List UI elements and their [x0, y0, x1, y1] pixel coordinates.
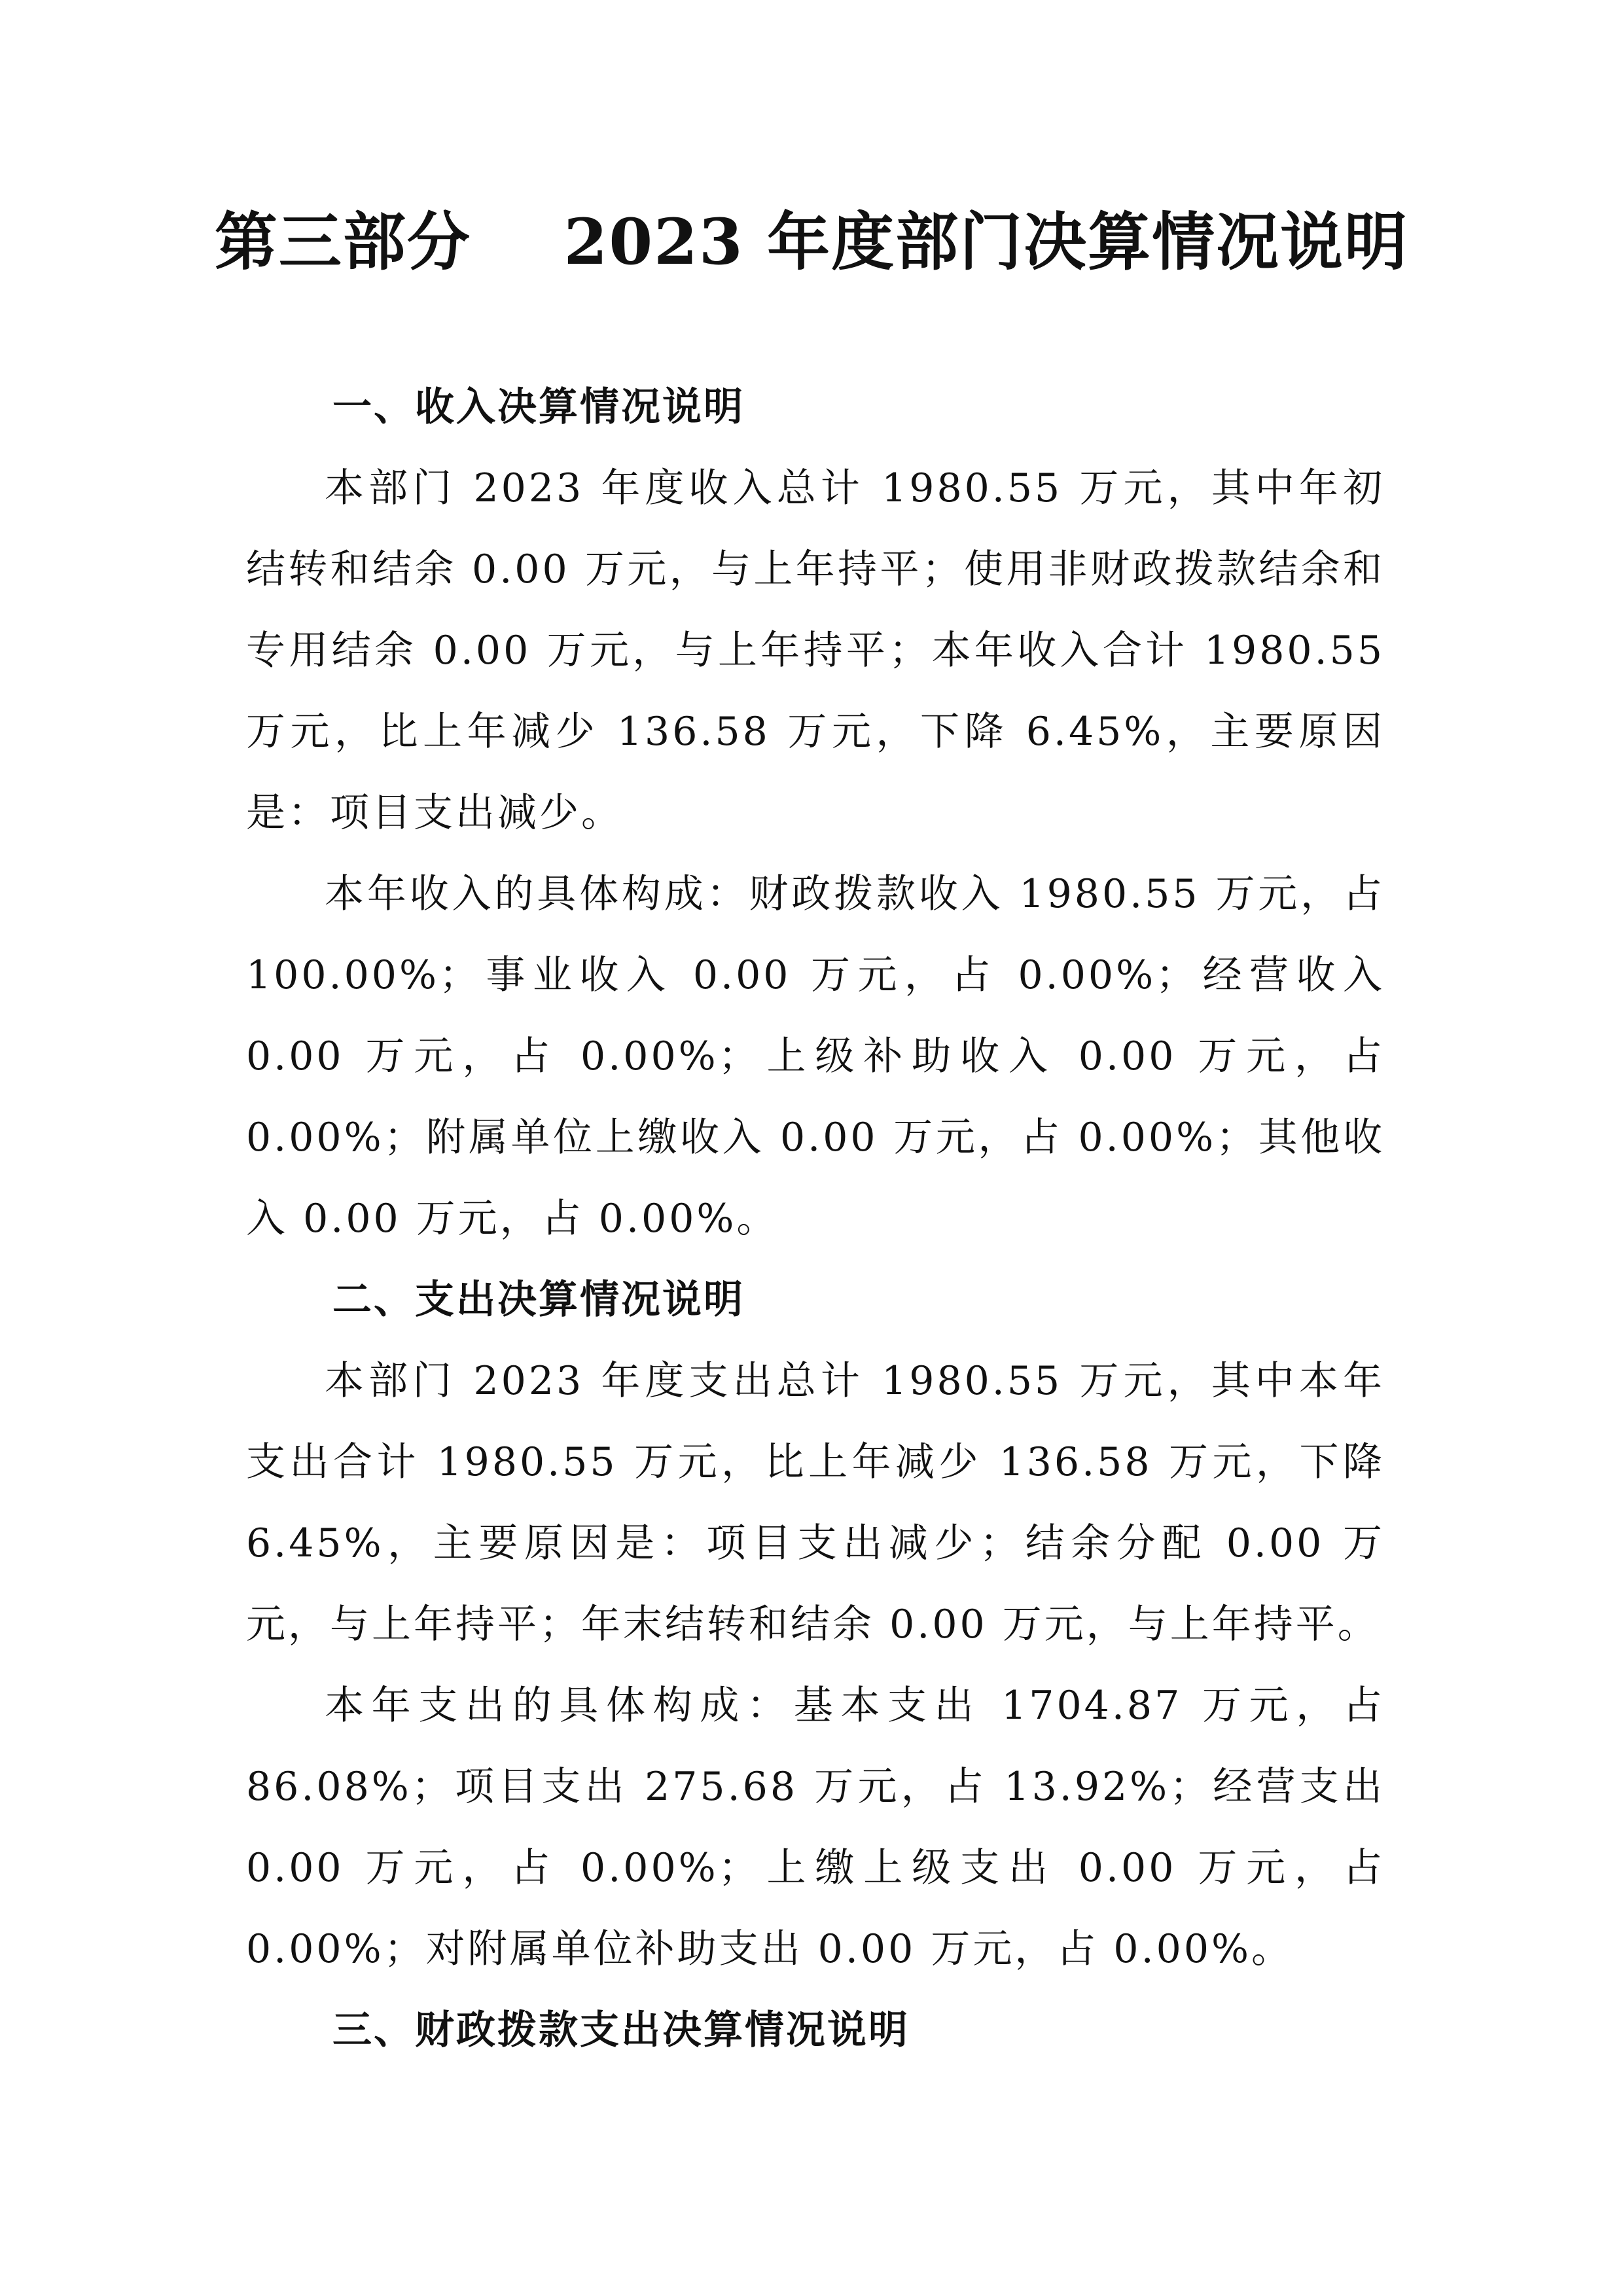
- paragraph-expenditure-summary: 本部门 2023 年度支出总计 1980.55 万元，其中本年支出合计 1980.55 万元，比上年减少 136.58 万元，下降 6.45%，主要原因是：项目支出减少；结余分配 0.00 万元，与上年持平；年末结转和结余 0.00 万元，与上年持平。: [246, 1358, 1385, 1647]
- paragraph-expenditure-composition: 本年支出的具体构成：基本支出 1704.87 万元，占 86.08%；项目支出 275.68 万元，占 13.92%；经营支出 0.00 万元，占 0.00%；上缴上级支出 0.00 万元，占 0.00%；对附属单位补助支出 0.00 万元，占 0.00%。: [246, 1683, 1385, 1972]
- section-heading-fiscal-appropriation: 三、财政拨款支出决算情况说明: [332, 2007, 910, 2053]
- section-heading-expenditure: 二、支出决算情况说明: [332, 1277, 745, 1323]
- page-title: 第三部分 2023 年度部门决算情况说明: [214, 205, 1409, 279]
- paragraph-income-summary: 本部门 2023 年度收入总计 1980.55 万元，其中年初结转和结余 0.00 万元，与上年持平；使用非财政拨款结余和专用结余 0.00 万元，与上年持平；本年收入合计 1980.55 万元，比上年减少 136.58 万元，下降 6.45%，主要原因是：项目支出减少。: [246, 465, 1385, 836]
- document-body: [246, 367, 1385, 2071]
- paragraph-income-composition: 本年收入的具体构成：财政拨款收入 1980.55 万元，占 100.00%；事业收入 0.00 万元，占 0.00%；经营收入 0.00 万元，占 0.00%；上级补助收入 0.00 万元，占 0.00%；附属单位上缴收入 0.00 万元，占 0.00%；其他收入 0.00 万元，占 0.00%。: [246, 871, 1385, 1242]
- section-heading-income: 一、收入决算情况说明: [332, 384, 745, 430]
